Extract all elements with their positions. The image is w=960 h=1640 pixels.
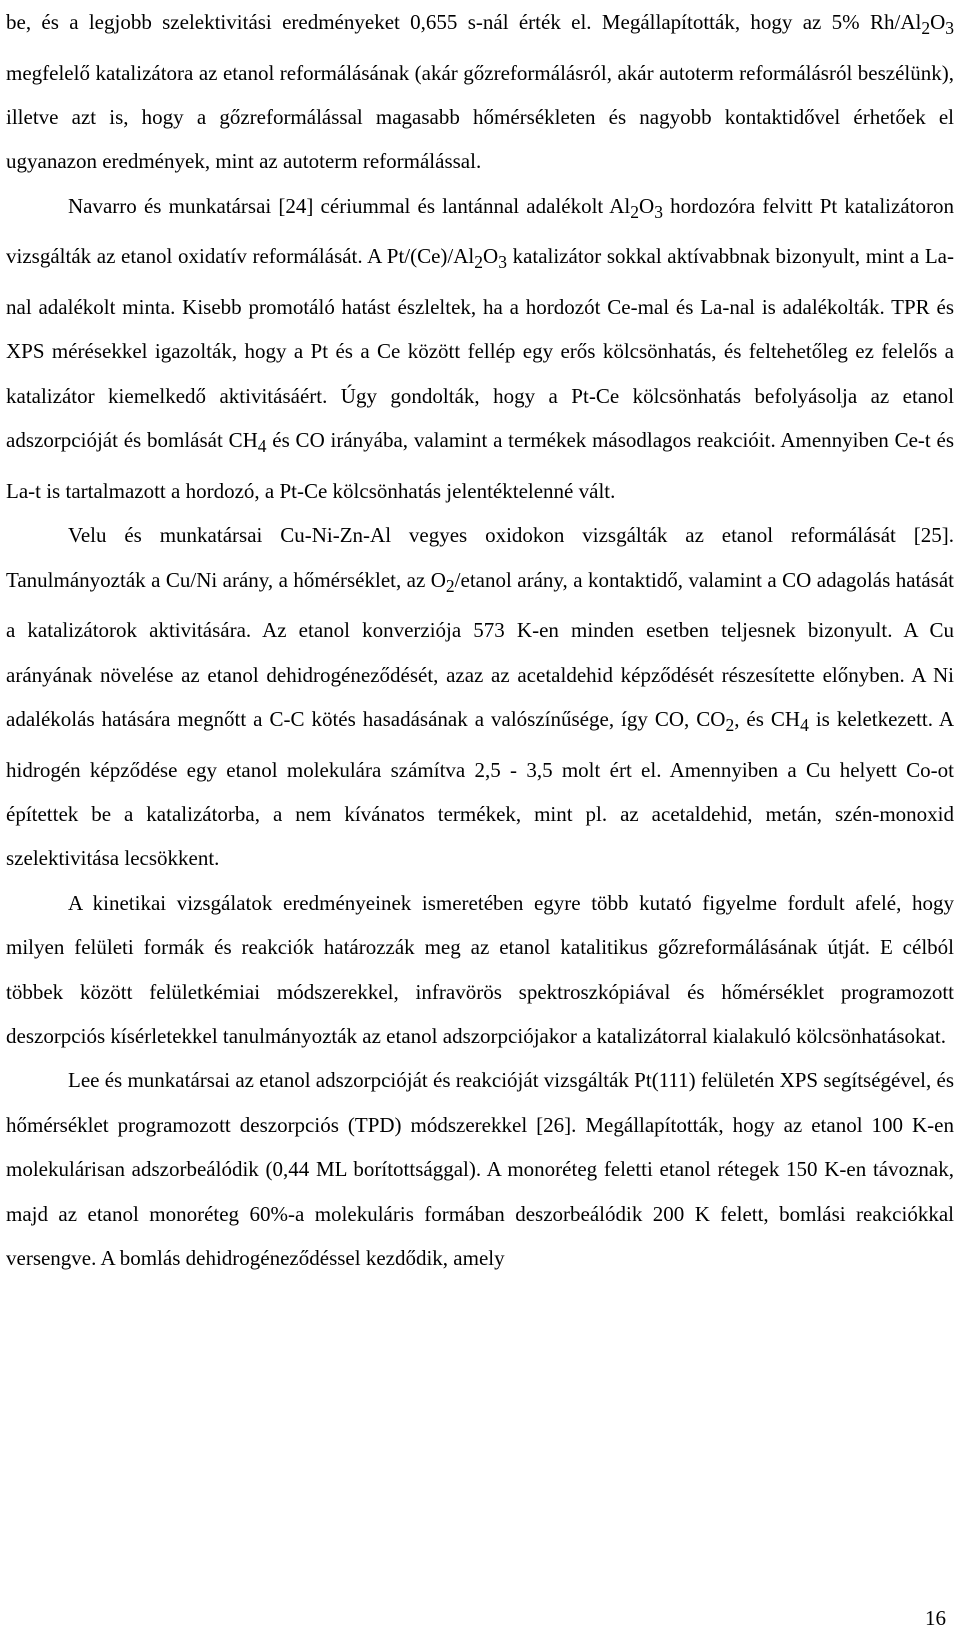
text-run: is keletkezett. A hidrogén képződése egy etanol molekulára számítva 2,5 - 3,5 molt ért el. Amennyiben a Cu helyett Co-ot építettek be a katalizátorba, a nem kívánatos termékek, mint pl. az acetaldehid, metán, szén-monoxid szelektivitása lecsökkent. <box>6 707 954 871</box>
subscript: 2 <box>474 252 484 273</box>
subscript: 2 <box>445 575 455 596</box>
paragraph <box>6 881 954 1059</box>
subscript: 2 <box>630 202 640 222</box>
text-run: A kinetikai vizsgálatok eredményeinek ismeretében egyre több kutató figyelme fordult afelé, hogy milyen felületi formák és reakciók határozzák meg az etanol katalitikus gőzreformálásának útját. E célból többek között felületkémiai módszerekkel, infravörös spektroszkópiával és hőmérséklet programozott deszorpciós kísérletekkel tanulmányozták az etanol adszorpciójakor a katalizátorral kialakuló kölcsönhatásokat. <box>6 890 954 1049</box>
text-run: hordozóra felvitt Pt katalizátoron vizsgálták az etanol oxidatív reformálását. A Pt/(Ce)/Al <box>6 193 954 269</box>
text-run: O <box>639 193 655 218</box>
body-text <box>6 0 954 1281</box>
subscript: 3 <box>498 252 507 273</box>
text-run: O <box>483 244 499 269</box>
paragraph <box>6 0 954 184</box>
paragraph <box>6 184 954 513</box>
text-run: Velu és munkatársai Cu-Ni-Zn-Al vegyes oxidokon vizsgálták az etanol reformálását [25]. Tanulmányozták a Cu/Ni arány, a hőmérséklet, az O <box>6 523 954 592</box>
text-run: Navarro és munkatársai [24] cériummal és lantánnal adalékolt Al <box>68 193 631 218</box>
paragraph <box>6 1058 954 1280</box>
text-run: katalizátor sokkal aktívabbnak bizonyult, mint a La-nal adalékolt minta. Kisebb promotáló hatást észleltek, ha a hordozót Ce-mal és La-nal is adalékolták. TPR és XPS mérésekkel igazolták, hogy a Pt és a Ce között fellép egy erős kölcsönhatás, és feltehetőleg ez felelős a katalizátor kiemelkedő aktivitásáért. Úgy gondolták, hogy a Pt-Ce kölcsönhatás befolyásolja az etanol adszorpcióját és bomlását CH <box>6 244 954 453</box>
text-run: Lee és munkatársai az etanol adszorpcióját és reakcióját vizsgálták Pt(111) felületén XPS segítségével, és hőmérséklet programozott deszorpciós (TPD) módszerekkel [26]. Megállapították, hogy az etanol 100 K-en molekulárisan adszorbeálódik (0,44 ML borítottsággal). A monoréteg feletti etanol rétegek 150 K-en távoznak, majd az etanol monoréteg 60%-a molekuláris formában deszorbeálódik 200 K felett, bomlási reakciókkal versengve. A bomlás dehidrogéneződéssel kezdődik, amely <box>6 1068 954 1271</box>
text-run: /etanol arány, a kontaktidő, valamint a CO adagolás hatását a katalizátorok aktivitására. Az etanol konverziója 573 K-en minden esetben teljesnek bizonyult. A Cu arányának növelése az etanol dehidrogéneződését, azaz az acetaldehid képződését részesítette előnyben. A Ni adalékolás hatására megnőtt a C-C kötés hasadásának a valószínűsége, így CO, CO <box>6 567 954 732</box>
text-run: be, és a legjobb szelektivitási eredményeket 0,655 s-nál érték el. Megállapították, hogy az 5% Rh/Al <box>6 10 922 34</box>
text-run: és CO irányába, valamint a termékek másodlagos reakcióit. Amennyiben Ce-t és La-t is tartalmazott a hordozó, a Pt-Ce kölcsönhatás jelentéktelenné vált. <box>6 428 954 503</box>
paragraph <box>6 513 954 881</box>
subscript: 4 <box>800 715 809 736</box>
page-number: 16 <box>925 1606 946 1630</box>
subscript: 2 <box>725 715 735 736</box>
text-run: O <box>930 10 946 34</box>
subscript: 2 <box>921 18 931 39</box>
text-run: , és CH <box>734 707 801 732</box>
subscript: 4 <box>257 436 267 457</box>
subscript: 3 <box>945 18 954 39</box>
subscript: 3 <box>654 202 663 222</box>
text-run: megfelelő katalizátora az etanol reformálásának (akár gőzreformálásról, akár autoterm reformálásról beszélünk), illetve azt is, hogy a gőzreformálással magasabb hőmérsékleten és nagyobb kontaktidővel érhetőek el ugyanazon eredmények, mint az autoterm reformálással. <box>6 60 954 174</box>
